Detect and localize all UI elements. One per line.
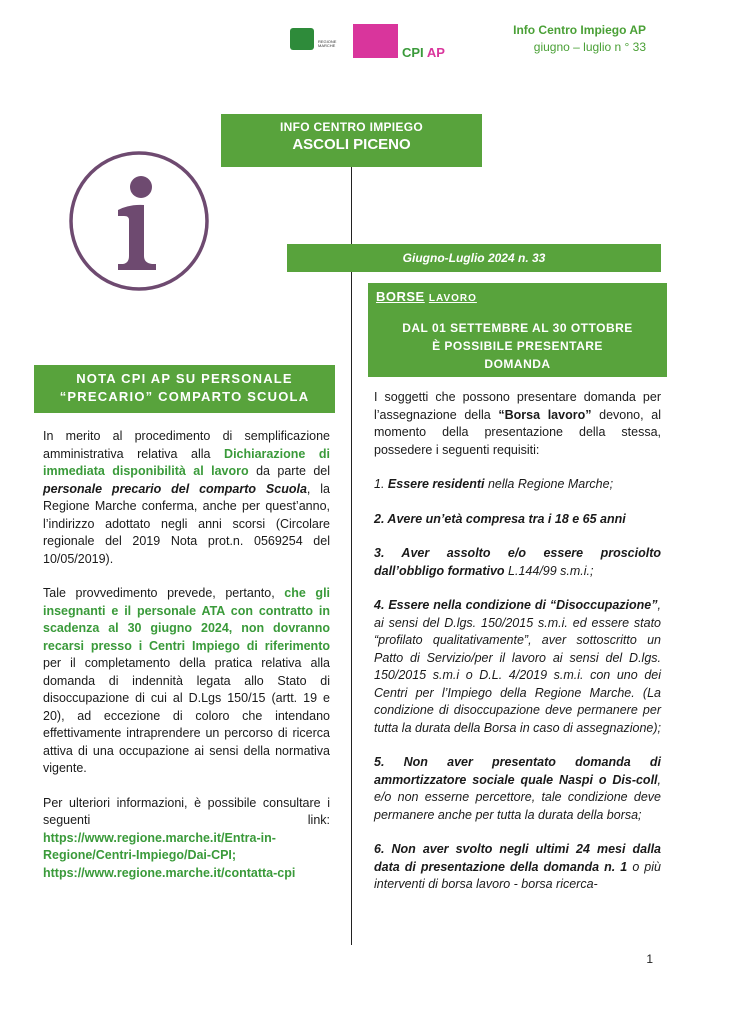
borse-heading	[376, 289, 477, 304]
emphasis-text: 4. Essere nella condizione di “Disoccupazione”	[374, 598, 658, 612]
requisito-item	[374, 597, 661, 737]
column-divider	[351, 167, 352, 945]
text-run: Tale provvedimento prevede, pertanto,	[43, 586, 285, 600]
regione-marche-logo-text: REGIONE MARCHE	[318, 39, 337, 48]
newsletter-issue: giugno – luglio n ° 33	[533, 40, 646, 54]
ap-logo-text: AP	[426, 45, 445, 60]
newsletter-name: Info Centro Impiego AP	[513, 23, 646, 37]
requisito-item	[374, 476, 661, 494]
highlight-text: che gli insegnanti e il personale ATA con contratto in scadenza al 30 giugno 2024, non dovranno recarsi presso i Centri Impiego di riferimento	[43, 586, 331, 653]
text-run: devono, al momento della presentazione della stessa, possedere i seguenti requisiti:	[374, 407, 661, 457]
text-run: 1.	[374, 477, 388, 491]
text-run: per il completamento della pratica relativa alla domanda di indennità legata allo Stato di disoccupazione di cui al D.Lgs 150/15 (artt. 19 e 20), ad eccezione di coloro che intendano effettivamente intraprendere un percorso di ricerca attiva di una occupazione ai sensi della normativa vigente.	[43, 656, 330, 775]
borse-deadline-line3: DOMANDA	[484, 357, 551, 371]
page-title	[221, 114, 482, 167]
text-run: L.144/99 s.m.i.;	[504, 563, 594, 578]
borse-deadline-line2: È POSSIBILE PRESENTARE	[432, 339, 603, 353]
text-run: 2. Avere un’età compresa tra i 18 e 65 anni	[374, 511, 626, 526]
requisito-item	[374, 841, 661, 894]
page-number: 1	[646, 952, 653, 966]
requisiti-intro	[374, 389, 661, 459]
emphasis-text: 3. Aver assolto e/o essere prosciolto dall’obbligo formativo	[374, 546, 661, 578]
newsletter-header	[513, 22, 646, 56]
requisito-item	[374, 754, 661, 824]
requisito-item	[374, 511, 661, 529]
nota-paragraph	[43, 428, 330, 568]
issue-date-banner: Giugno-Luglio 2024 n. 33	[287, 244, 661, 272]
page-title-line1: INFO CENTRO IMPIEGO	[279, 120, 424, 134]
regione-marche-logo	[290, 28, 314, 50]
borse-deadline	[368, 319, 667, 373]
text-run: I soggetti che possono presentare domanda per l’assegnazione della	[374, 390, 661, 422]
emphasis-text: 6. Non aver svolto negli ultimi 24 mesi dalla data di presentazione della domanda n. 1	[374, 842, 661, 874]
text-run: da parte del	[248, 464, 331, 478]
text-run: In merito al procedimento di semplificazione amministrativa relativa alla	[43, 429, 330, 461]
nota-heading-line2: “PRECARIO” COMPARTO SCUOLA	[59, 389, 310, 404]
emphasis-text: “Borsa lavoro”	[498, 407, 592, 422]
nota-paragraph	[43, 585, 330, 778]
cpi-logo-text: CPI	[402, 45, 424, 60]
text-run: ;	[231, 848, 237, 862]
borse-heading-main: BORSE	[376, 289, 425, 304]
emphasis-text: 5. Non aver presentato domanda di ammortizzatore sociale quale Naspi o Dis-coll	[374, 755, 661, 787]
emphasis-text: Essere residenti	[387, 477, 485, 491]
borse-heading-sub: LAVORO	[428, 293, 477, 304]
text-run: o più interventi di borsa lavoro - borsa ricerca-	[374, 859, 661, 891]
page-title-line2: ASCOLI PICENO	[292, 136, 411, 153]
text-run: , ai sensi del D.lgs. 150/2015 s.m.i. ed essere stato “profilato qualitativamente”, aver sottoscritto un Patto di Servizio/per il lavoro ai sensi del D.lgs. 150/2015 s.m.i o D.L. 4/2019 s.m.i. con uno dei Centri per l’Impiego della Regione Marche. (La condizione di disoccupazione deve permanere per tutta la durata della Borsa in caso di assegnazione);	[374, 598, 661, 735]
cpi-logo-mark	[353, 24, 398, 58]
info-icon	[68, 150, 210, 292]
link-regione-cpi[interactable]: https://www.regione.marche.it/Entra-in-Regione/Centri-Impiego/Dai-CPI	[43, 830, 276, 862]
nota-body	[43, 428, 330, 899]
nota-heading	[34, 365, 335, 413]
cpi-ap-logo	[402, 45, 445, 60]
nota-paragraph	[43, 795, 330, 883]
requisito-item	[374, 545, 661, 580]
nota-heading-line1: NOTA CPI AP SU PERSONALE	[76, 371, 293, 386]
text-run: , e/o non esserne percettore, tale condizione deve permanere anche per tutta la durata della borsa;	[374, 772, 661, 822]
borse-lavoro-banner	[368, 283, 667, 377]
borse-deadline-line1: DAL 01 SETTEMBRE AL 30 OTTOBRE	[402, 321, 633, 335]
highlight-text: Dichiarazione di immediata disponibilità al lavoro	[43, 446, 331, 478]
text-run: , la Regione Marche conferma, anche per quest’anno, l’indirizzo adottato negli anni scorsi (Circolare regionale del 2019 Nota prot.n. 0569254 del 10/05/2019).	[43, 481, 330, 566]
requisiti-body	[374, 389, 661, 911]
link-contatta-cpi[interactable]: https://www.regione.marche.it/contatta-cpi	[43, 865, 296, 880]
text-run: nella Regione Marche;	[484, 477, 614, 491]
text-run: Per ulteriori informazioni, è possibile consultare i seguenti link:	[43, 795, 330, 827]
emphasis-text: personale precario del comparto Scuola	[43, 481, 307, 496]
